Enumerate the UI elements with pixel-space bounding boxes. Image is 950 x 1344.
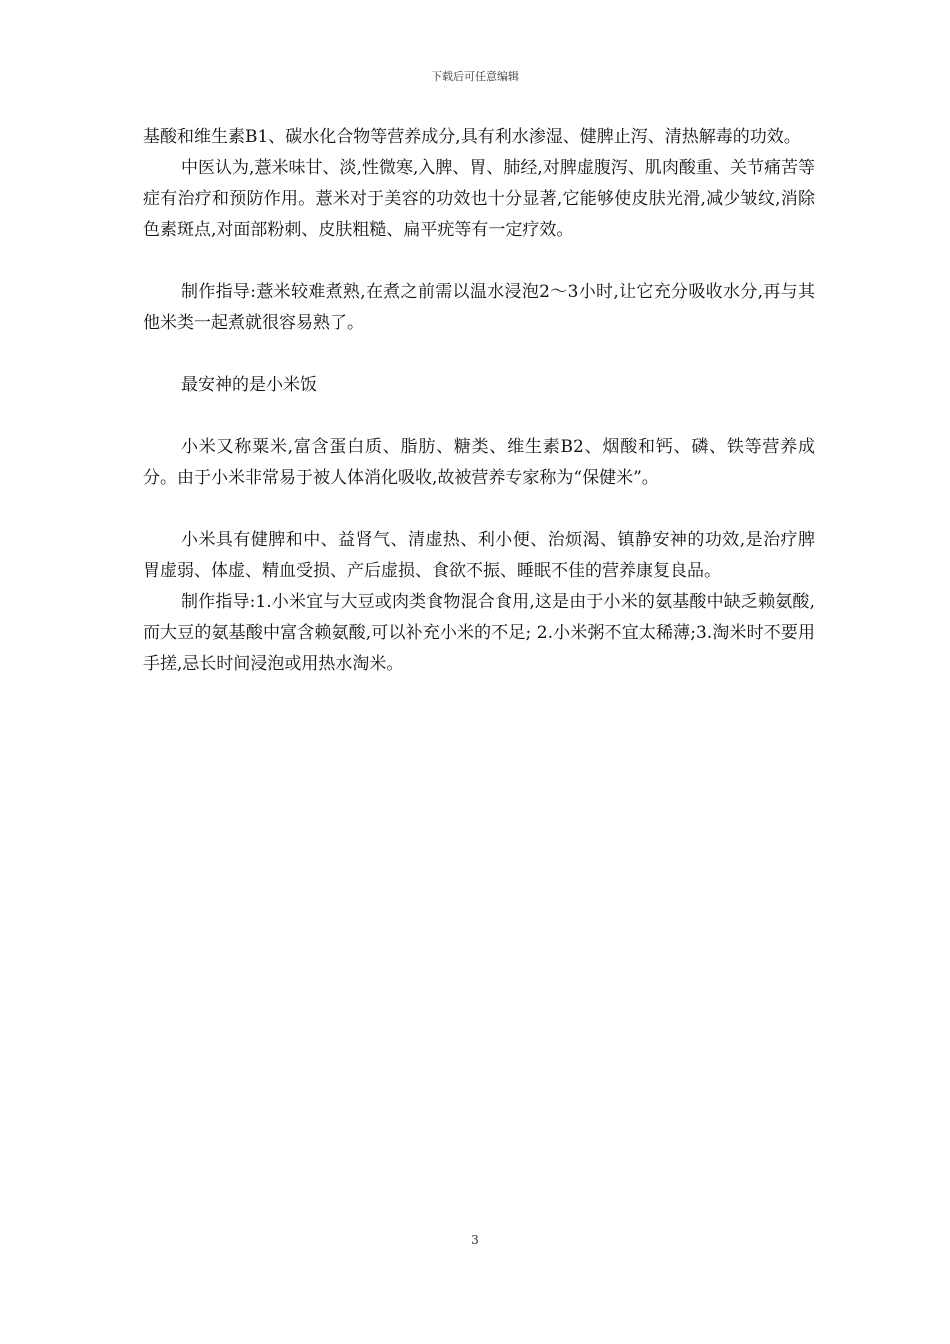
paragraph-millet-effects: 小米具有健脾和中、益肾气、清虚热、利小便、治烦渴、镇静安神的功效,是治疗脾胃虚弱、体虚、精血受损、产后虚损、食欲不振、睡眠不佳的营养康复良品。	[143, 530, 815, 581]
paragraph-tcm-view: 中医认为,薏米味甘、淡,性微寒,入脾、胃、肺经,对脾虚腹泻、肌肉酸重、关节痛苦等症有治疗和预防作用。薏米对于美容的功效也十分显著,它能够使皮肤光滑,减少皱纹,消除色素斑点,对面部粉刺、皮肤粗糙、扁平疣等有一定疗效。	[143, 158, 815, 240]
page-header: 下载后可任意编辑	[431, 70, 519, 83]
paragraph-continuation: 基酸和维生素B1、碳水化合物等营养成分,具有利水渗湿、健脾止泻、清热解毒的功效。	[143, 127, 801, 147]
paragraph-millet-nutrition: 小米又称粟米,富含蛋白质、脂肪、糖类、维生素B2、烟酸和钙、磷、铁等营养成分。由于小米非常易于被人体消化吸收,故被营养专家称为“保健米”。	[143, 437, 815, 488]
paragraph-millet-cooking-guide: 制作指导:1.小米宜与大豆或肉类食物混合食用,这是由于小米的氨基酸中缺乏赖氨酸,而大豆的氨基酸中富含赖氨酸,可以补充小米的不足; 2.小米粥不宜太稀薄;3.淘米时不要用手搓,忌长时间浸泡或用热水淘米。	[143, 592, 815, 674]
paragraph-coix-cooking-guide: 制作指导:薏米较难煮熟,在煮之前需以温水浸泡2～3小时,让它充分吸收水分,再与其他米类一起煮就很容易熟了。	[143, 282, 815, 333]
page-number: 3	[471, 1233, 479, 1247]
document-body	[143, 122, 815, 680]
section-heading-millet: 最安神的是小米饭	[181, 375, 317, 395]
